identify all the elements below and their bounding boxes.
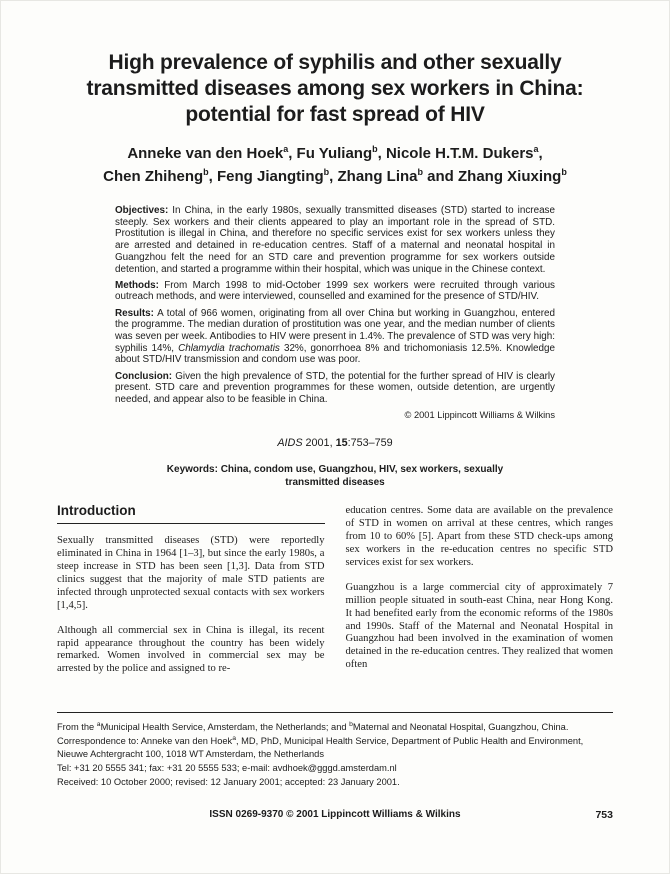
abstract-methods (115, 280, 555, 303)
abstract-objectives-label: Objectives: (115, 205, 169, 216)
affiliation-line (57, 721, 613, 734)
author-list (57, 142, 613, 188)
issn-copyright-line: ISSN 0269-9370 © 2001 Lippincott Williams & Wilkins (209, 809, 461, 820)
abstract-conclusion (115, 371, 555, 406)
article-title-line-3: potential for fast spread of HIV (185, 103, 485, 126)
author-affiliation-mark: b (372, 144, 378, 154)
affiliation-mark-a: a (96, 720, 101, 728)
body-columns (57, 505, 613, 675)
article-title-line-2: transmitted diseases among sex workers in China: (86, 77, 584, 100)
keywords-line-2: transmitted diseases (285, 476, 385, 488)
article-title (57, 50, 613, 128)
author-affiliation-mark: a (283, 144, 289, 154)
abstract-results-text: 32%, gonorrhoea 8% and trichomoniasis 12.5%. Knowledge about STD/HIV transmission and condom use was poor. (115, 342, 555, 366)
author-name: Chen Zhiheng (103, 168, 204, 185)
correspondence-text: , MD, PhD, Municipal Health Service, Department of Public Health and Environment, Nieuwe Achtergracht 100, 1018 WT Amsterdam, the Netherlands (57, 736, 584, 759)
abstract-conclusion-label: Conclusion: (115, 370, 173, 382)
keywords-block (57, 464, 613, 489)
introduction-heading: Introduction (57, 505, 325, 524)
keywords-line-1: Keywords: China, condom use, Guangzhou, HIV, sex workers, sexually (166, 464, 504, 476)
author-affiliation-mark: a (533, 144, 539, 154)
abstract-conclusion-text: Given the high prevalence of STD, the potential for the further spread of HIV is clearly present. STD care and prevention programmes for these women, outside detention, are urgently needed, and appear also to be feasible in China. (115, 370, 555, 406)
author-name: , Zhang Lina (329, 168, 418, 185)
affiliation-text: Maternal and Neonatal Hospital, Guangzhou, China. (352, 722, 569, 732)
abstract-methods-label: Methods: (115, 279, 159, 291)
affiliation-text: Municipal Health Service, Amsterdam, the Netherlands; and (100, 722, 350, 732)
author-name: , Feng Jiangting (208, 168, 324, 185)
page-number: 753 (595, 809, 613, 821)
correspondence-affiliation-mark: a (232, 735, 236, 742)
body-paragraph: Although all commercial sex in China is illegal, its recent rapid appearance throughout the country has been widely remarked. Women involved in commercial sex may be arrested by the police and assigned to re- (57, 624, 325, 675)
author-name: , Nicole H.T.M. Dukers (377, 145, 534, 162)
abstract-methods-text: From March 1998 to mid-October 1999 sex workers were recruited through various outreach methods, and were interviewed, counselled and examined for the presence of STD/HIV. (115, 279, 555, 303)
abstract-results (115, 308, 555, 367)
author-affiliation-mark: b (203, 167, 209, 177)
body-paragraph: Sexually transmitted diseases (STD) were reportedly eliminated in China in 1964 [1–3], but since the early 1980s, a steep increase in STD has been seen [1,3]. Data from STD clinics suggest that the majority of male STD patients are infected through unprotected sexual contacts with sex workers [1,4,5]. (57, 535, 325, 611)
correspondence-line (57, 735, 613, 760)
affiliation-mark-b: b (349, 720, 353, 728)
citation-volume: 15 (335, 437, 348, 450)
right-column (346, 505, 614, 675)
abstract-results-label: Results: (115, 307, 154, 319)
author-separator: , (538, 145, 543, 162)
dates-line: Received: 10 October 2000; revised: 12 January 2001; accepted: 23 January 2001. (57, 776, 400, 787)
abstract-results-text: A total of 966 women, originating from all over China but working in Guangzhou, entered the programme. The median duration of prostitution was one year, and the median number of clients was seven per week. Antibodies to HIV were present in 1.4%. The prevalence of STD was very high: syphilis 14%, (115, 307, 555, 354)
abstract (115, 205, 555, 406)
author-affiliation-mark: b (323, 167, 330, 177)
author-affiliation-mark: b (561, 167, 567, 177)
citation-pages: :753–759 (347, 437, 393, 450)
author-affiliation-mark: b (417, 167, 423, 177)
abstract-copyright: © 2001 Lippincott Williams & Wilkins (404, 410, 555, 421)
abstract-objectives (115, 205, 555, 275)
article-title-line-1: High prevalence of syphilis and other sexually (108, 51, 562, 74)
abstract-objectives-text: In China, in the early 1980s, sexually transmitted diseases (STD) started to increase steeply. Sex workers and their clients appeared to play an important role in the spread of STD. Prostitution is illegal in China, and therefore no specific services exist for sex workers unless they are arrested and detained in re-education centres. Staff of a maternal and neonatal hospital in Guangzhou felt the need for an STD care and prevention programme for sex workers outside detention, and started a programme within their hospital, which was unique in the Chinese context. (115, 205, 555, 275)
author-name: Anneke van den Hoek (127, 145, 284, 162)
affiliation-text: From the (57, 722, 97, 732)
journal-name: AIDS (277, 437, 303, 450)
left-column (57, 505, 325, 675)
author-name: and Zhang Xiuxing (423, 168, 562, 185)
affiliation-footnote (57, 712, 613, 790)
body-paragraph: Guangzhou is a large commercial city of approximately 7 million people situated in south-east China, near Hong Kong. It had benefited early from the economic reforms of the 1980s and 1990s. Staff of the Maternal and Neonatal Hospital in Guangzhou had been involved in the examination of women detained in the re-education centres. They realized that women often (345, 581, 613, 671)
abstract-results-species-name: Chlamydia trachomatis (178, 342, 280, 354)
citation-year: 2001, (302, 437, 336, 450)
contact-line: Tel: +31 20 5555 341; fax: +31 20 5555 533; e-mail: avdhoek@gggd.amsterdam.nl (57, 762, 397, 773)
author-name: , Fu Yuliang (288, 145, 373, 162)
journal-citation (57, 437, 613, 449)
page-footer (57, 809, 613, 820)
body-paragraph: education centres. Some data are available on the prevalence of STD in women on arrival at these centres, which ranges from 10 to 60% [5]. Apart from these STD check-ups among sex workers in the re-education centres no specific STD services exist for sex workers. (345, 505, 613, 568)
correspondence-text: Correspondence to: Anneke van den Hoek (57, 736, 233, 747)
